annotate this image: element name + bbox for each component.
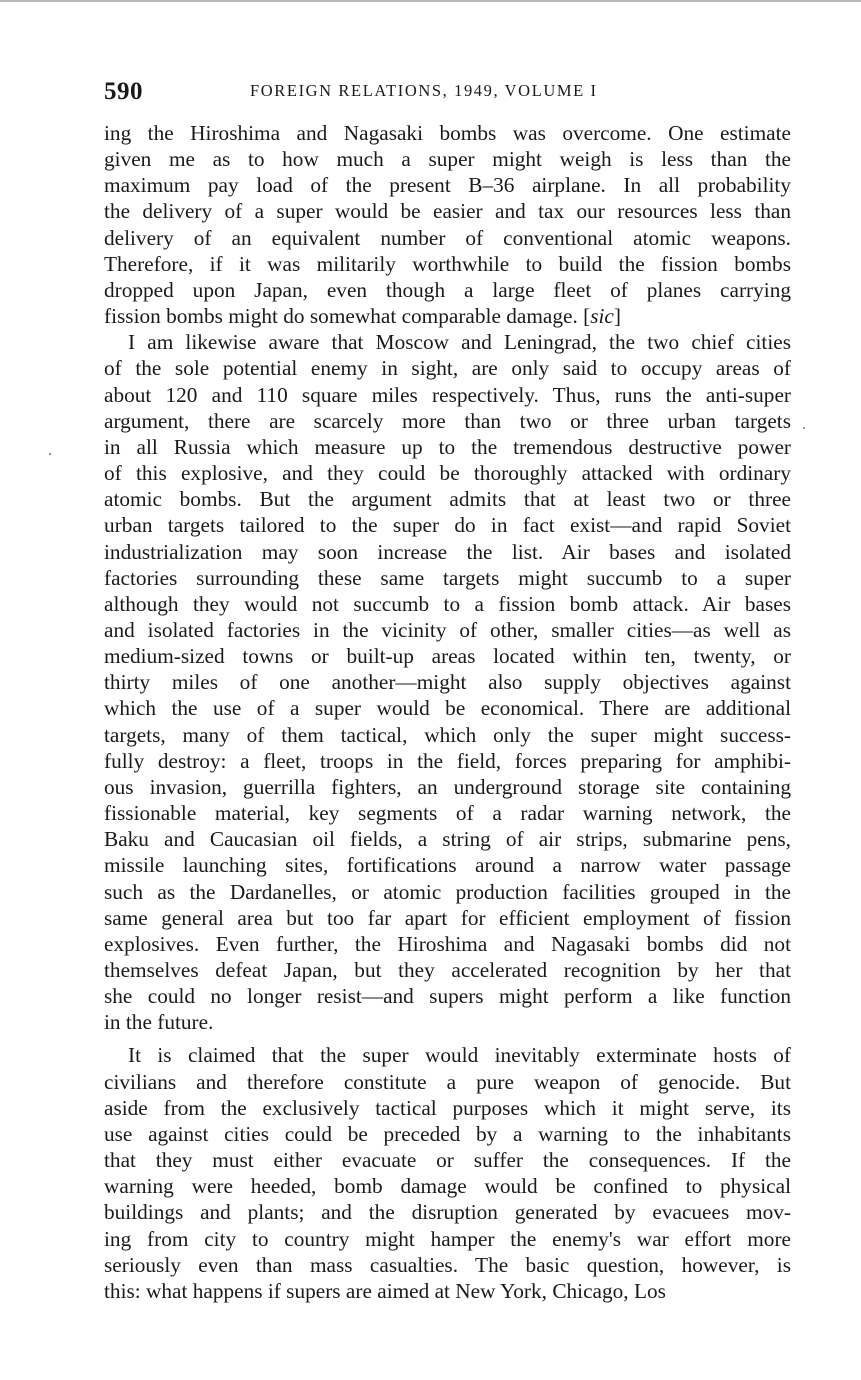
text-line: about 120 and 110 square miles respectively. Thus, runs the anti-super — [104, 382, 791, 407]
text-line: ous invasion, guerrilla fighters, an underground storage site containing — [104, 774, 791, 799]
document-page — [104, 76, 791, 1304]
text-line: she could no longer resist—and supers might perform a like function — [104, 984, 791, 1009]
text-line: although they would not succumb to a fission bomb attack. Air bases — [104, 591, 791, 616]
text-line: fission bombs might do somewhat comparable damage. [sic] — [104, 304, 621, 329]
body-text — [104, 120, 791, 1304]
text-line: dropped upon Japan, even though a large fleet of planes carrying — [104, 277, 791, 302]
page-number: 590 — [104, 78, 143, 105]
text-line: aside from the exclusively tactical purposes which it might serve, its — [104, 1095, 791, 1120]
text-line: industrialization may soon increase the list. Air bases and isolated — [104, 539, 791, 564]
text-line: It is claimed that the super would inevitably exterminate hosts of — [128, 1043, 791, 1068]
paragraph — [104, 1042, 791, 1304]
text-line: missile launching sites, fortifications around a narrow water passage — [104, 853, 791, 878]
text-line: seriously even than mass casualties. The basic question, however, is — [104, 1252, 791, 1277]
text-line: Therefore, if it was militarily worthwhile to build the fission bombs — [104, 251, 791, 276]
text-line: Baku and Caucasian oil fields, a string of air strips, submarine pens, — [104, 827, 791, 852]
text-line: in the future. — [104, 1010, 214, 1035]
text-line: I am likewise aware that Moscow and Leningrad, the two chief cities — [128, 330, 791, 355]
text-line: given me as to how much a super might weigh is less than the — [104, 147, 791, 172]
page-top-edge — [0, 0, 861, 2]
text-line: explosives. Even further, the Hiroshima and Nagasaki bombs did not — [104, 931, 791, 956]
text-line: themselves defeat Japan, but they accelerated recognition by her that — [104, 958, 791, 982]
text-line: warning were heeded, bomb damage would be confined to physical — [104, 1174, 791, 1199]
text-line: atomic bombs. But the argument admits that at least two or three — [104, 487, 791, 512]
text-line: civilians and therefore constitute a pure weapon of genocide. But — [104, 1069, 791, 1094]
scan-speck — [49, 453, 51, 455]
text-line: the delivery of a super would be easier and tax our resources less than — [104, 199, 791, 224]
text-line: urban targets tailored to the super do in fact exist—and rapid Soviet — [104, 513, 791, 538]
text-line: targets, many of them tactical, which only the super might success- — [104, 722, 791, 747]
text-line: maximum pay load of the present B–36 airplane. In all probability — [104, 173, 791, 198]
text-line: and isolated factories in the vicinity of other, smaller cities—as well as — [104, 617, 791, 642]
paragraph — [104, 329, 791, 1035]
text-line: of this explosive, and they could be thoroughly attacked with ordinary — [104, 461, 791, 486]
text-line: in all Russia which measure up to the tremendous destructive power — [104, 434, 791, 459]
text-line: of the sole potential enemy in sight, are only said to occupy areas of — [104, 356, 791, 381]
paragraph — [104, 120, 791, 329]
text-line: medium-sized towns or built-up areas located within ten, twenty, or — [104, 644, 791, 669]
text-line: use against cities could be preceded by a warning to the inhabitants — [104, 1121, 791, 1146]
running-head: FOREIGN RELATIONS, 1949, VOLUME I — [250, 81, 598, 100]
text-line: ing the Hiroshima and Nagasaki bombs was overcome. One estimate — [104, 121, 791, 145]
paragraph-gap — [104, 1035, 791, 1042]
text-line: delivery of an equivalent number of conventional atomic weapons. — [104, 225, 791, 250]
text-line: buildings and plants; and the disruption generated by evacuees mov- — [104, 1200, 791, 1225]
text-line: ing from city to country might hamper the enemy's war effort more — [104, 1226, 791, 1251]
text-line: such as the Dardanelles, or atomic production facilities grouped in the — [104, 879, 791, 904]
text-line: thirty miles of one another—might also supply objectives against — [104, 670, 791, 695]
text-line: which the use of a super would be economical. There are additional — [104, 696, 791, 721]
text-line: argument, there are scarcely more than two or three urban targets — [104, 408, 791, 433]
text-line: fully destroy: a fleet, troops in the field, forces preparing for amphibi- — [104, 748, 791, 773]
page-header — [104, 76, 791, 110]
scan-speck — [803, 427, 805, 429]
text-line: same general area but too far apart for efficient employment of fission — [104, 905, 791, 930]
text-line: fissionable material, key segments of a radar warning network, the — [104, 801, 791, 826]
text-line: that they must either evacuate or suffer the consequences. If the — [104, 1148, 791, 1173]
text-line: this: what happens if supers are aimed at New York, Chicago, Los — [104, 1278, 666, 1303]
text-line: factories surrounding these same targets might succumb to a super — [104, 565, 791, 590]
